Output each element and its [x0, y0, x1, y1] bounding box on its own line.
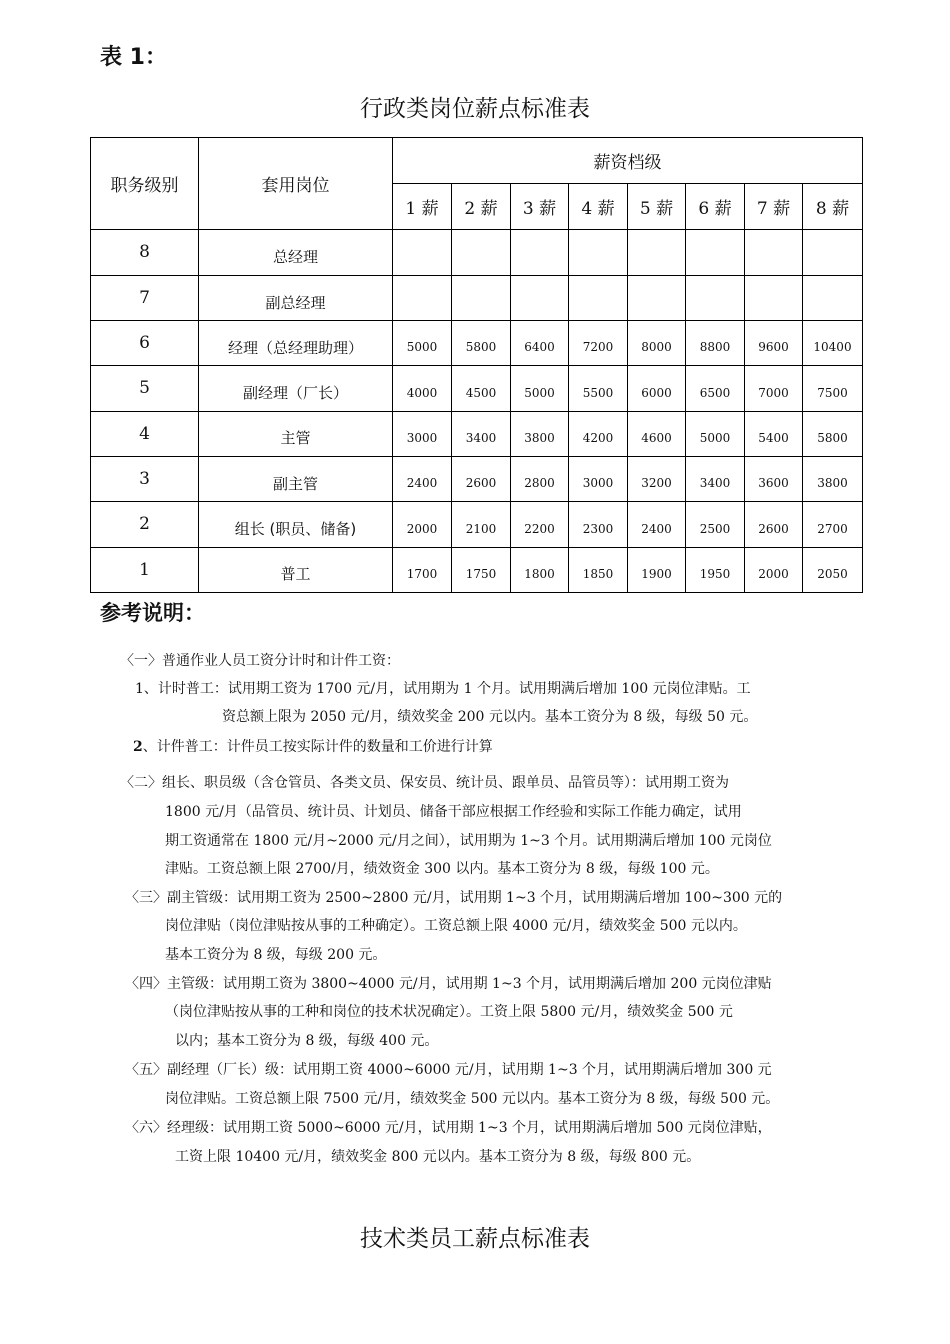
- salary-cell: [452, 229, 511, 275]
- note-s4-line3: 以内；基本工资分为 8 级，每级 400 元。: [175, 1033, 439, 1049]
- salary-cell: 2200: [511, 502, 569, 547]
- salary-cell: 7200: [569, 321, 628, 366]
- table-row: [91, 547, 863, 592]
- salary-cell: 1700: [393, 547, 452, 592]
- level-cell: 3: [91, 457, 199, 502]
- salary-cell: 3800: [511, 411, 569, 456]
- note-s5-line2: 岗位津贴。工资总额上限 7500 元/月，绩效奖金 500 元以内。基本工资分为 8 级，每级 500 元。: [165, 1091, 780, 1107]
- table-row: [91, 366, 863, 411]
- position-cell: 经理（总经理助理）: [199, 321, 393, 366]
- level-cell: 4: [91, 411, 199, 456]
- salary-cell: [803, 275, 863, 320]
- table-row: [91, 411, 863, 456]
- salary-cell: [803, 229, 863, 275]
- salary-cell: [745, 275, 803, 320]
- notes-title: 参考说明：: [100, 601, 205, 625]
- table-row: [91, 502, 863, 547]
- salary-cell: 2700: [803, 502, 863, 547]
- note-s3-line1: 〈三〉副主管级：试用期工资为 2500~2800 元/月，试用期 1~3 个月，试用期满后增加 100~300 元的: [125, 890, 783, 906]
- header-grade: 7 薪: [745, 184, 803, 229]
- table-row: [91, 275, 863, 320]
- level-cell: 6: [91, 321, 199, 366]
- salary-cell: 7000: [745, 366, 803, 411]
- header-level: 职务级别: [91, 138, 199, 230]
- salary-cell: [686, 275, 745, 320]
- header-grade: 3 薪: [511, 184, 569, 229]
- level-cell: 8: [91, 229, 199, 275]
- salary-cell: 2100: [452, 502, 511, 547]
- note-s5-line1: 〈五〉副经理（厂长）级：试用期工资 4000~6000 元/月，试用期 1~3 个月，试用期满后增加 300 元: [125, 1062, 772, 1078]
- header-grade: 6 薪: [686, 184, 745, 229]
- salary-cell: 5000: [686, 411, 745, 456]
- salary-table: [90, 137, 863, 593]
- salary-cell: [393, 275, 452, 320]
- salary-cell: [452, 275, 511, 320]
- note-s2-line1: 〈二〉组长、职员级（含仓管员、各类文员、保安员、统计员、跟单员、品管员等）：试用期工资为: [120, 775, 729, 791]
- salary-cell: 4000: [393, 366, 452, 411]
- note-s6-line2: 工资上限 10400 元/月，绩效奖金 800 元以内。基本工资分为 8 级，每级 800 元。: [175, 1149, 701, 1165]
- table-row: [91, 321, 863, 366]
- salary-cell: 4500: [452, 366, 511, 411]
- salary-cell: 5500: [569, 366, 628, 411]
- salary-cell: 5800: [803, 411, 863, 456]
- salary-cell: 2500: [686, 502, 745, 547]
- position-cell: 主管: [199, 411, 393, 456]
- table-row: [91, 229, 863, 275]
- salary-cell: 3800: [803, 457, 863, 502]
- salary-cell: 3600: [745, 457, 803, 502]
- header-grade: 1 薪: [393, 184, 452, 229]
- header-grade: 2 薪: [452, 184, 511, 229]
- salary-cell: 10400: [803, 321, 863, 366]
- table1-title: 行政类岗位薪点标准表: [360, 96, 590, 122]
- salary-cell: 5400: [745, 411, 803, 456]
- salary-cell: 5800: [452, 321, 511, 366]
- salary-cell: 2300: [569, 502, 628, 547]
- salary-cell: [628, 229, 686, 275]
- salary-cell: 3400: [452, 411, 511, 456]
- position-cell: 普工: [199, 547, 393, 592]
- salary-cell: 2600: [452, 457, 511, 502]
- salary-cell: 1750: [452, 547, 511, 592]
- salary-cell: 6500: [686, 366, 745, 411]
- note-s1-item2-text: 、计件普工：计件员工按实际计件的数量和工价进行计算: [142, 739, 493, 755]
- level-cell: 5: [91, 366, 199, 411]
- level-cell: 7: [91, 275, 199, 320]
- salary-cell: 2800: [511, 457, 569, 502]
- table-label: 表 1：: [100, 45, 167, 70]
- table-row: [91, 457, 863, 502]
- salary-cell: 1950: [686, 547, 745, 592]
- position-cell: 副经理（厂长）: [199, 366, 393, 411]
- salary-cell: 4200: [569, 411, 628, 456]
- note-s1-item2: [133, 733, 493, 762]
- note-s1-item2-num: 2: [133, 739, 143, 755]
- note-s6-line1: 〈六〉经理级：试用期工资 5000~6000 元/月，试用期 1~3 个月，试用期满后增加 500 元岗位津贴，: [125, 1120, 772, 1136]
- salary-cell: 2600: [745, 502, 803, 547]
- position-cell: 组长 (职员、储备): [199, 502, 393, 547]
- position-cell: 副总经理: [199, 275, 393, 320]
- salary-cell: 1850: [569, 547, 628, 592]
- note-s1-head: 〈一〉普通作业人员工资分计时和计件工资：: [120, 653, 400, 669]
- salary-cell: 6000: [628, 366, 686, 411]
- salary-cell: 2000: [745, 547, 803, 592]
- note-s2-line2: 1800 元/月（品管员、统计员、计划员、储备干部应根据工作经验和实际工作能力确定，试用: [165, 804, 742, 820]
- salary-cell: 2000: [393, 502, 452, 547]
- salary-cell: 9600: [745, 321, 803, 366]
- note-s2-line4: 津贴。工资总额上限 2700/月，绩效资金 300 以内。基本工资分为 8 级，每级 100 元。: [165, 861, 719, 877]
- salary-cell: 3200: [628, 457, 686, 502]
- level-cell: 2: [91, 502, 199, 547]
- salary-cell: [686, 229, 745, 275]
- salary-cell: 5000: [511, 366, 569, 411]
- salary-cell: 2400: [393, 457, 452, 502]
- salary-cell: 2050: [803, 547, 863, 592]
- header-grade: 5 薪: [628, 184, 686, 229]
- note-s1-item1-line1: 1、计时普工：试用期工资为 1700 元/月，试用期为 1 个月。试用期满后增加 100 元岗位津贴。工: [135, 681, 751, 697]
- salary-cell: [393, 229, 452, 275]
- salary-cell: 1900: [628, 547, 686, 592]
- level-cell: 1: [91, 547, 199, 592]
- salary-cell: [511, 275, 569, 320]
- header-grade: 8 薪: [803, 184, 863, 229]
- position-cell: 副主管: [199, 457, 393, 502]
- salary-cell: 7500: [803, 366, 863, 411]
- note-s3-line3: 基本工资分为 8 级，每级 200 元。: [165, 947, 387, 963]
- salary-cell: 5000: [393, 321, 452, 366]
- table2-title: 技术类员工薪点标准表: [360, 1226, 590, 1252]
- salary-cell: 3000: [393, 411, 452, 456]
- salary-cell: 6400: [511, 321, 569, 366]
- note-s1-item1-line2: 资总额上限为 2050 元/月，绩效奖金 200 元以内。基本工资分为 8 级，每级 50 元。: [222, 709, 758, 725]
- salary-cell: 8000: [628, 321, 686, 366]
- salary-cell: [745, 229, 803, 275]
- note-s3-line2: 岗位津贴（岗位津贴按从事的工种确定）。工资总额上限 4000 元/月，绩效奖金 500 元以内。: [165, 918, 747, 934]
- header-grade: 4 薪: [569, 184, 628, 229]
- salary-cell: 2400: [628, 502, 686, 547]
- position-cell: 总经理: [199, 229, 393, 275]
- header-position: 套用岗位: [199, 138, 393, 230]
- note-s4-line2: （岗位津贴按从事的工种和岗位的技术状况确定）。工资上限 5800 元/月，绩效奖金 500 元: [165, 1004, 733, 1020]
- note-s4-line1: 〈四〉主管级：试用期工资为 3800~4000 元/月，试用期 1~3 个月，试用期满后增加 200 元岗位津贴: [125, 976, 772, 992]
- salary-cell: [569, 229, 628, 275]
- note-s2-line3: 期工资通常在 1800 元/月~2000 元/月之间），试用期为 1~3 个月。试用期满后增加 100 元岗位: [165, 833, 772, 849]
- salary-cell: [628, 275, 686, 320]
- salary-cell: 4600: [628, 411, 686, 456]
- salary-cell: [511, 229, 569, 275]
- salary-cell: [569, 275, 628, 320]
- salary-cell: 3000: [569, 457, 628, 502]
- salary-cell: 8800: [686, 321, 745, 366]
- header-grade-group: 薪资档级: [393, 138, 863, 184]
- salary-cell: 1800: [511, 547, 569, 592]
- salary-cell: 3400: [686, 457, 745, 502]
